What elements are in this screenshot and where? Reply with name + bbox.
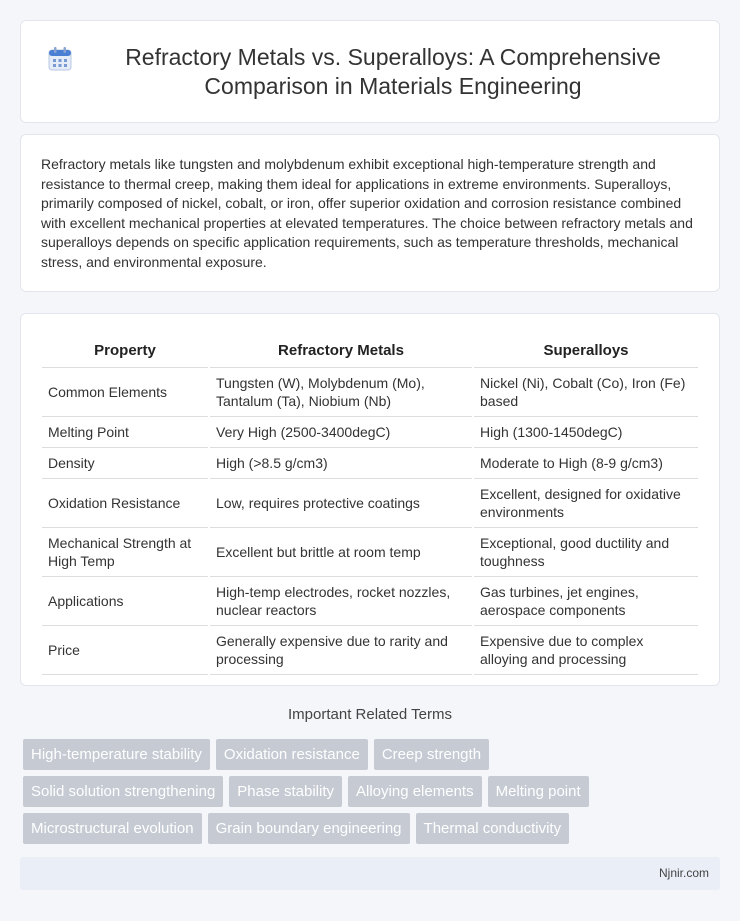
table-row [42,528,698,577]
table-cell: Exceptional, good ductility and toughness [474,528,698,577]
column-header: Superalloys [474,334,698,368]
table-cell: High-temp electrodes, rocket nozzles, nuclear reactors [210,577,472,626]
table-cell: Moderate to High (8-9 g/cm3) [474,448,698,479]
table-cell: Nickel (Ni), Cobalt (Co), Iron (Fe) based [474,368,698,417]
table-cell: Melting Point [42,417,208,448]
term-tag[interactable]: Creep strength [374,739,489,770]
term-tag[interactable]: High-temperature stability [23,739,210,770]
table-row [42,417,698,448]
term-tag[interactable]: Phase stability [229,776,342,807]
table-row [42,448,698,479]
table-cell: Tungsten (W), Molybdenum (Mo), Tantalum (Ta), Niobium (Nb) [210,368,472,417]
related-terms [23,739,723,850]
table-cell: High (1300-1450degC) [474,417,698,448]
related-terms-heading: Important Related Terms [288,706,452,723]
table-cell: Mechanical Strength at High Temp [42,528,208,577]
title-card [20,20,720,123]
table-cell: Applications [42,577,208,626]
table-cell: Common Elements [42,368,208,417]
table-row [42,577,698,626]
table-cell: Price [42,626,208,675]
comparison-table [40,334,700,675]
term-tag[interactable]: Thermal conductivity [416,813,570,844]
term-tag[interactable]: Alloying elements [348,776,482,807]
table-cell: Very High (2500-3400degC) [210,417,472,448]
table-cell: High (>8.5 g/cm3) [210,448,472,479]
table-cell: Gas turbines, jet engines, aerospace components [474,577,698,626]
table-cell: Density [42,448,208,479]
table-row [42,479,698,528]
table-cell: Expensive due to complex alloying and processing [474,626,698,675]
comparison-table-card [20,313,720,686]
table-cell: Excellent but brittle at room temp [210,528,472,577]
table-cell: Low, requires protective coatings [210,479,472,528]
table-cell: Generally expensive due to rarity and processing [210,626,472,675]
term-tag[interactable]: Microstructural evolution [23,813,202,844]
page-title: Refractory Metals vs. Superalloys: A Comprehensive Comparison in Materials Engineering [125,43,661,99]
table-row [42,368,698,417]
term-tag[interactable]: Oxidation resistance [216,739,368,770]
term-tag[interactable]: Melting point [488,776,589,807]
footer [20,857,720,890]
table-row [42,626,698,675]
column-header: Refractory Metals [210,334,472,368]
calendar-icon [47,46,73,72]
table-cell: Oxidation Resistance [42,479,208,528]
term-tag[interactable]: Grain boundary engineering [208,813,410,844]
table-cell: Excellent, designed for oxidative environments [474,479,698,528]
term-tag[interactable]: Solid solution strengthening [23,776,223,807]
column-header: Property [42,334,208,368]
footer-site[interactable]: Njnir.com [658,866,709,880]
summary-card [20,134,720,292]
summary-text: Refractory metals like tungsten and molybdenum exhibit exceptional high-temperature strength and resistance to thermal creep, making them ideal for applications in extreme environments. Superalloys, primarily composed of nickel, cobalt, or iron, offer superior oxidation and corrosion resistance combined with excellent mechanical properties at elevated temperatures. The choice between refractory metals and superalloys depends on specific application requirements, such as temperature thresholds, mechanical stress, and environmental exposure. [41,156,693,270]
